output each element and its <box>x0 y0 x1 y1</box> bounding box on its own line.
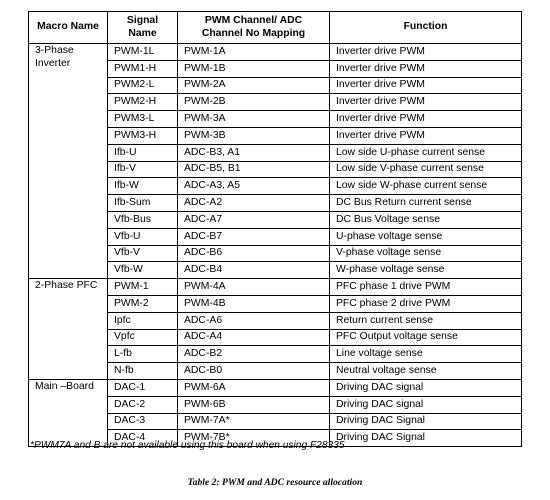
channel-mapping-cell: ADC-A4 <box>178 329 330 346</box>
function-cell: Inverter drive PWM <box>330 77 522 94</box>
channel-mapping-cell: PWM-3A <box>178 111 330 128</box>
channel-mapping-cell: ADC-B2 <box>178 346 330 363</box>
footnote: *PWM7A and B are not available using this board when using F28335 <box>30 440 345 451</box>
header-macro-name: Macro Name <box>29 12 108 44</box>
signal-name-cell: DAC-4 <box>108 430 178 447</box>
signal-name-cell: DAC-1 <box>108 379 178 396</box>
channel-mapping-cell: ADC-B3, A1 <box>178 144 330 161</box>
function-cell: PFC phase 1 drive PWM <box>330 279 522 296</box>
channel-mapping-cell: PWM-6A <box>178 379 330 396</box>
channel-mapping-cell: ADC-A7 <box>178 211 330 228</box>
function-cell: DC Bus Voltage sense <box>330 211 522 228</box>
function-cell: Inverter drive PWM <box>330 111 522 128</box>
function-cell: Inverter drive PWM <box>330 127 522 144</box>
function-cell: PFC phase 2 drive PWM <box>330 295 522 312</box>
macro-name-cell: Main –Board <box>29 379 108 446</box>
signal-name-cell: Vfb-Bus <box>108 211 178 228</box>
channel-mapping-cell: ADC-A3, A5 <box>178 178 330 195</box>
signal-name-cell: PWM-1L <box>108 44 178 61</box>
function-cell: Low side W-phase current sense <box>330 178 522 195</box>
function-cell: DC Bus Return current sense <box>330 195 522 212</box>
channel-mapping-cell: ADC-A6 <box>178 312 330 329</box>
signal-name-cell: Ifb-Sum <box>108 195 178 212</box>
function-cell: Inverter drive PWM <box>330 60 522 77</box>
channel-mapping-cell: PWM-2B <box>178 94 330 111</box>
channel-mapping-cell: PWM-4A <box>178 279 330 296</box>
table-body <box>29 44 522 447</box>
function-cell: Inverter drive PWM <box>330 44 522 61</box>
channel-mapping-cell: PWM-6B <box>178 396 330 413</box>
channel-mapping-cell: ADC-B0 <box>178 363 330 380</box>
signal-name-cell: PWM1-H <box>108 60 178 77</box>
signal-name-cell: Ifb-V <box>108 161 178 178</box>
function-cell: Low side V-phase current sense <box>330 161 522 178</box>
channel-mapping-cell: ADC-A2 <box>178 195 330 212</box>
function-cell: Line voltage sense <box>330 346 522 363</box>
signal-name-cell: Vfb-W <box>108 262 178 279</box>
signal-name-cell: PWM-1 <box>108 279 178 296</box>
table-caption: Table 2: PWM and ADC resource allocation <box>187 477 363 488</box>
resource-allocation-table <box>28 11 522 447</box>
signal-name-cell: PWM2-H <box>108 94 178 111</box>
table-row <box>29 379 522 396</box>
header-signal-name: Signal Name <box>108 12 178 44</box>
function-cell: Driving DAC signal <box>330 396 522 413</box>
function-cell: Neutral voltage sense <box>330 363 522 380</box>
function-cell: Driving DAC Signal <box>330 430 522 447</box>
function-cell: PFC Output voltage sense <box>330 329 522 346</box>
function-cell: U-phase voltage sense <box>330 228 522 245</box>
function-cell: Low side U-phase current sense <box>330 144 522 161</box>
channel-mapping-cell: PWM-1B <box>178 60 330 77</box>
signal-name-cell: Ipfc <box>108 312 178 329</box>
signal-name-cell: Vfb-U <box>108 228 178 245</box>
channel-mapping-cell: PWM-7A* <box>178 413 330 430</box>
signal-name-cell: L-fb <box>108 346 178 363</box>
header-function: Function <box>330 12 522 44</box>
signal-name-cell: DAC-2 <box>108 396 178 413</box>
channel-mapping-cell: PWM-7B* <box>178 430 330 447</box>
channel-mapping-cell: PWM-4B <box>178 295 330 312</box>
signal-name-cell: PWM-2 <box>108 295 178 312</box>
channel-mapping-cell: PWM-1A <box>178 44 330 61</box>
channel-mapping-cell: ADC-B5, B1 <box>178 161 330 178</box>
channel-mapping-cell: PWM-3B <box>178 127 330 144</box>
macro-name-cell: 3-Phase Inverter <box>29 44 108 279</box>
function-cell: Inverter drive PWM <box>330 94 522 111</box>
signal-name-cell: PWM2-L <box>108 77 178 94</box>
header-channel-mapping: PWM Channel/ ADC Channel No Mapping <box>178 12 330 44</box>
table-row <box>29 279 522 296</box>
signal-name-cell: Vfb-V <box>108 245 178 262</box>
signal-name-cell: N-fb <box>108 363 178 380</box>
channel-mapping-cell: ADC-B6 <box>178 245 330 262</box>
signal-name-cell: Ifb-U <box>108 144 178 161</box>
channel-mapping-cell: PWM-2A <box>178 77 330 94</box>
macro-name-cell: 2-Phase PFC <box>29 279 108 380</box>
table-row <box>29 44 522 61</box>
function-cell: W-phase voltage sense <box>330 262 522 279</box>
table-header-row <box>29 12 522 44</box>
function-cell: Return current sense <box>330 312 522 329</box>
signal-name-cell: Vpfc <box>108 329 178 346</box>
signal-name-cell: PWM3-L <box>108 111 178 128</box>
signal-name-cell: Ifb-W <box>108 178 178 195</box>
channel-mapping-cell: ADC-B4 <box>178 262 330 279</box>
function-cell: Driving DAC signal <box>330 379 522 396</box>
channel-mapping-cell: ADC-B7 <box>178 228 330 245</box>
signal-name-cell: DAC-3 <box>108 413 178 430</box>
signal-name-cell: PWM3-H <box>108 127 178 144</box>
function-cell: V-phase voltage sense <box>330 245 522 262</box>
function-cell: Driving DAC Signal <box>330 413 522 430</box>
